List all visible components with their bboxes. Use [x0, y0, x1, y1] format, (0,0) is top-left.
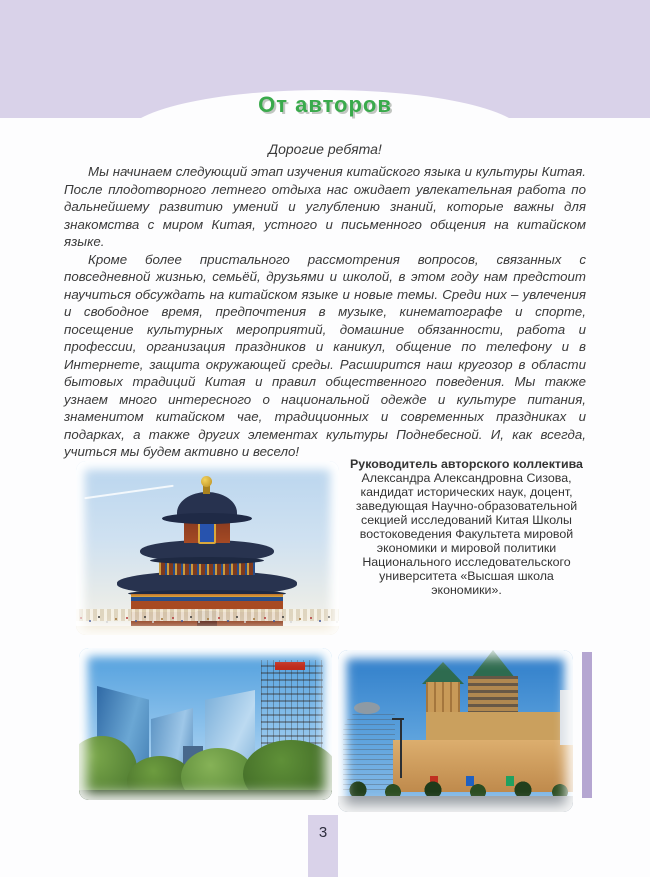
paragraph-1: Мы начинаем следующий этап изучения китайского языка и культуры Китая. После плодотворного летнего отдыха нас ожидает увлекательная работа по дальнейшему развитию умений и углублению знаний, которые важны для знакомства с миром Китая, устного и письменного общения на китайском языке. — [64, 164, 586, 249]
photo-vignette — [79, 648, 332, 800]
greeting-line: Дорогие ребята! — [268, 141, 382, 157]
photo-vignette — [338, 650, 573, 812]
body-text-column — [64, 163, 586, 478]
temple-of-heaven-photo — [76, 461, 339, 635]
page-title: От авторов — [258, 92, 392, 117]
photo-vignette — [76, 461, 339, 635]
beijing-golden-buildings-photo — [338, 650, 573, 812]
author-heading: Руководитель авторского коллектива — [350, 457, 583, 471]
page-number: 3 — [318, 824, 328, 841]
beijing-skyscrapers-photo — [79, 648, 332, 800]
author-description: Александра Александровна Сизова, кандидат исторических наук, доцент, заведующая Научно-образовательной секцией исследований Китая Школы востоковедения Факультета мировой экономики и мировой политики Национального исследовательского университета «Высшая школа экономики». — [355, 471, 578, 597]
author-block — [343, 457, 590, 597]
page-edge-ribbon — [582, 652, 592, 798]
paragraph-2: Кроме более пристального рассмотрения вопросов, связанных с повседневной жизнью, семьёй, друзьями и школой, в этом году нам предстоит научиться обсуждать на китайском языке и новые темы. Среди них – увлечения и свободное время, предпочтения в музыке, кинематографе и спорте, посещение культурных мероприятий, домашние обязанности, работа и профессии, организация праздников и каникул, общение по телефону и в Интернете, защита окружающей среды. Расширится наш кругозор в области бытовых традиций Китая и правил общественного поведения. Мы также узнаем много интересного о национальной одежде и культуре питания, знаменитом китайском чае, традиционных и современных праздниках и подарках, а также других элементах культуры Поднебесной. И, как всегда, учиться мы будем активно и весело! — [64, 251, 586, 459]
page-number-tab — [308, 815, 338, 877]
